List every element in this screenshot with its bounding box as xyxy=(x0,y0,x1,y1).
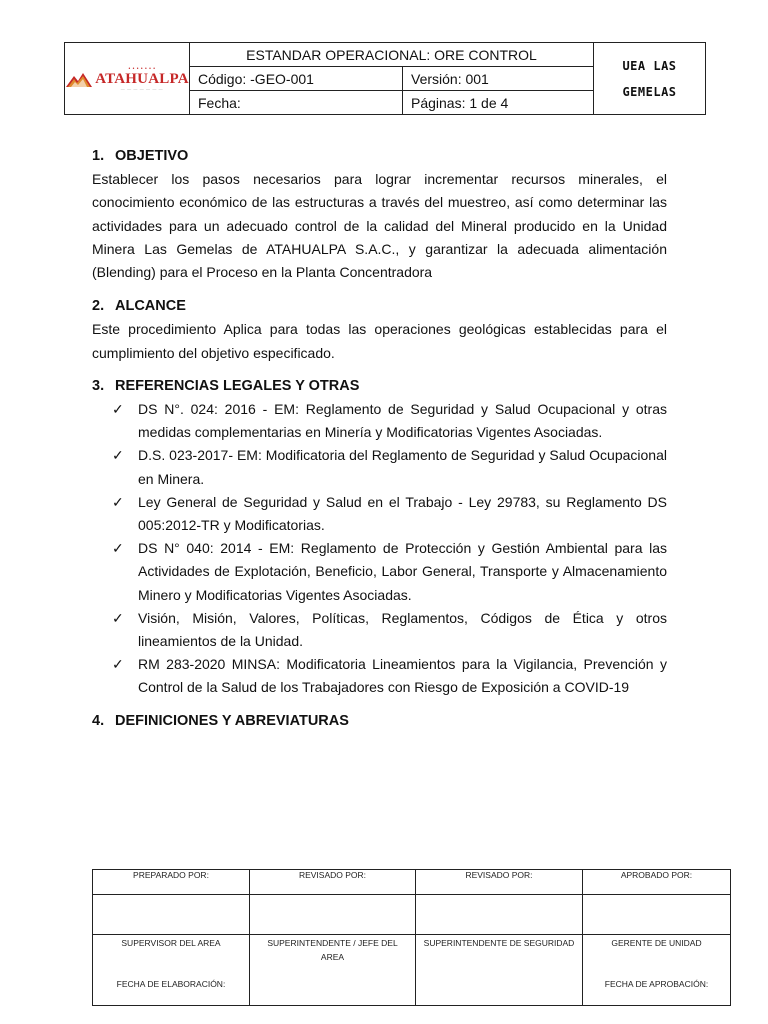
logo-bottom-mark: — — — — — — — xyxy=(120,86,164,91)
list-item xyxy=(92,491,667,537)
fecha-aprobacion-label: FECHA DE APROBACIÓN: xyxy=(604,979,709,989)
signature-box xyxy=(93,895,250,935)
signature-role: SUPERINTENDENTE DE SEGURIDAD xyxy=(423,938,575,948)
list-item xyxy=(92,607,667,653)
checkmark-icon: ✓ xyxy=(112,493,124,510)
section-title: ALCANCE xyxy=(115,298,186,315)
section-number: 4. xyxy=(92,712,105,729)
document-date: Fecha: xyxy=(190,91,403,115)
list-item xyxy=(92,398,667,444)
signature-role: SUPERVISOR DEL AREA xyxy=(121,938,221,948)
section-title: DEFINICIONES Y ABREVIATURAS xyxy=(115,712,349,729)
signature-role: SUPERINTENDENTE / JEFE DEL AREA xyxy=(267,938,398,962)
document-version: Versión: 001 xyxy=(403,67,594,91)
signature-role: GERENTE DE UNIDAD xyxy=(611,938,702,948)
checkmark-icon: ✓ xyxy=(112,447,124,464)
signature-box xyxy=(416,895,583,935)
references-list xyxy=(92,398,667,700)
signature-role-cell xyxy=(583,935,731,1006)
section-number: 2. xyxy=(92,298,105,315)
company-logo xyxy=(65,43,190,115)
list-item xyxy=(92,537,667,607)
section-title: OBJETIVO xyxy=(115,148,189,164)
reference-text: Ley General de Seguridad y Salud en el Trabajo - Ley 29783, su Reglamento DS 005:2012-TR y Modificatorias. xyxy=(138,493,667,534)
list-item xyxy=(92,444,667,490)
logo-top-mark: • • • • • • • xyxy=(128,66,156,72)
signature-header-aprobado: APROBADO POR: xyxy=(583,870,731,895)
signature-role-cell xyxy=(250,935,416,1006)
objetivo-paragraph: Establecer los pasos necesarios para lograr incrementar recursos minerales, el conocimiento económico de las estructuras a través del muestreo, así como determinar las actividades para un adecuado control de la calidad del Mineral producido en la Unidad Minera Las Gemelas de ATAHUALPA S.A.C., y garantizar la adecuada alimentación (Blending) para el Proceso en la Planta Concentradora xyxy=(92,171,667,281)
signature-role-cell xyxy=(416,935,583,1006)
unit-name-line1: UEA LAS xyxy=(622,58,677,73)
unit-name xyxy=(594,43,706,115)
checkmark-icon: ✓ xyxy=(112,540,124,557)
checkmark-icon: ✓ xyxy=(112,609,124,626)
document-pages: Páginas: 1 de 4 xyxy=(403,91,594,115)
fecha-elaboracion-label: FECHA DE ELABORACIÓN: xyxy=(116,979,226,989)
signature-table xyxy=(92,869,731,1006)
reference-text: RM 283-2020 MINSA: Modificatoria Lineamientos para la Vigilancia, Prevención y Control de la Salud de los Trabajadores con Riesgo de Exposición a COVID-19 xyxy=(138,656,667,696)
list-item xyxy=(92,653,667,699)
alcance-paragraph: Este procedimiento Aplica para todas las operaciones geológicas establecidas para el cumplimiento del objetivo especificado. xyxy=(92,321,667,361)
checkmark-icon: ✓ xyxy=(112,401,124,418)
unit-name-line2: GEMELAS xyxy=(622,84,677,99)
section-title: REFERENCIAS LEGALES Y OTRAS xyxy=(115,377,360,394)
signature-header-preparado: PREPARADO POR: xyxy=(93,870,250,895)
section-number: 3. xyxy=(92,377,105,394)
section-number: 1. xyxy=(92,148,105,164)
reference-text: DS N° 040: 2014 - EM: Reglamento de Protección y Gestión Ambiental para las Actividades de Explotación, Beneficio, Labor General, Transporte y Almacenamiento Minero y Modificatorias Vigentes Asociadas. xyxy=(138,540,667,603)
signature-box xyxy=(250,895,416,935)
logo-name: ATAHUALPA xyxy=(95,71,189,87)
section-heading-objetivo xyxy=(92,145,667,168)
signature-header-revisado: REVISADO POR: xyxy=(250,870,416,895)
reference-text: Visión, Misión, Valores, Políticas, Reglamentos, Códigos de Ética y otros lineamientos de la Unidad. xyxy=(138,609,667,650)
document-header-table xyxy=(64,42,706,115)
signature-box xyxy=(583,895,731,935)
section-heading-alcance xyxy=(92,295,667,318)
checkmark-icon: ✓ xyxy=(112,656,124,673)
mountain-logo-icon xyxy=(65,69,93,89)
document-title: ESTANDAR OPERACIONAL: ORE CONTROL xyxy=(190,43,594,67)
section-heading-referencias xyxy=(92,375,667,398)
signature-header-revisado: REVISADO POR: xyxy=(416,870,583,895)
section-heading-definiciones xyxy=(92,710,667,733)
signature-role-cell xyxy=(93,935,250,1006)
reference-text: D.S. 023-2017- EM: Modificatoria del Reglamento de Seguridad y Salud Ocupacional en Minera. xyxy=(138,447,667,487)
document-code: Código: -GEO-001 xyxy=(190,67,403,91)
document-body xyxy=(92,145,667,733)
reference-text: DS N°. 024: 2016 - EM: Reglamento de Seguridad y Salud Ocupacional y otras medidas complementarias en Minería y Modificatorias Vigentes Asociadas. xyxy=(138,401,667,441)
